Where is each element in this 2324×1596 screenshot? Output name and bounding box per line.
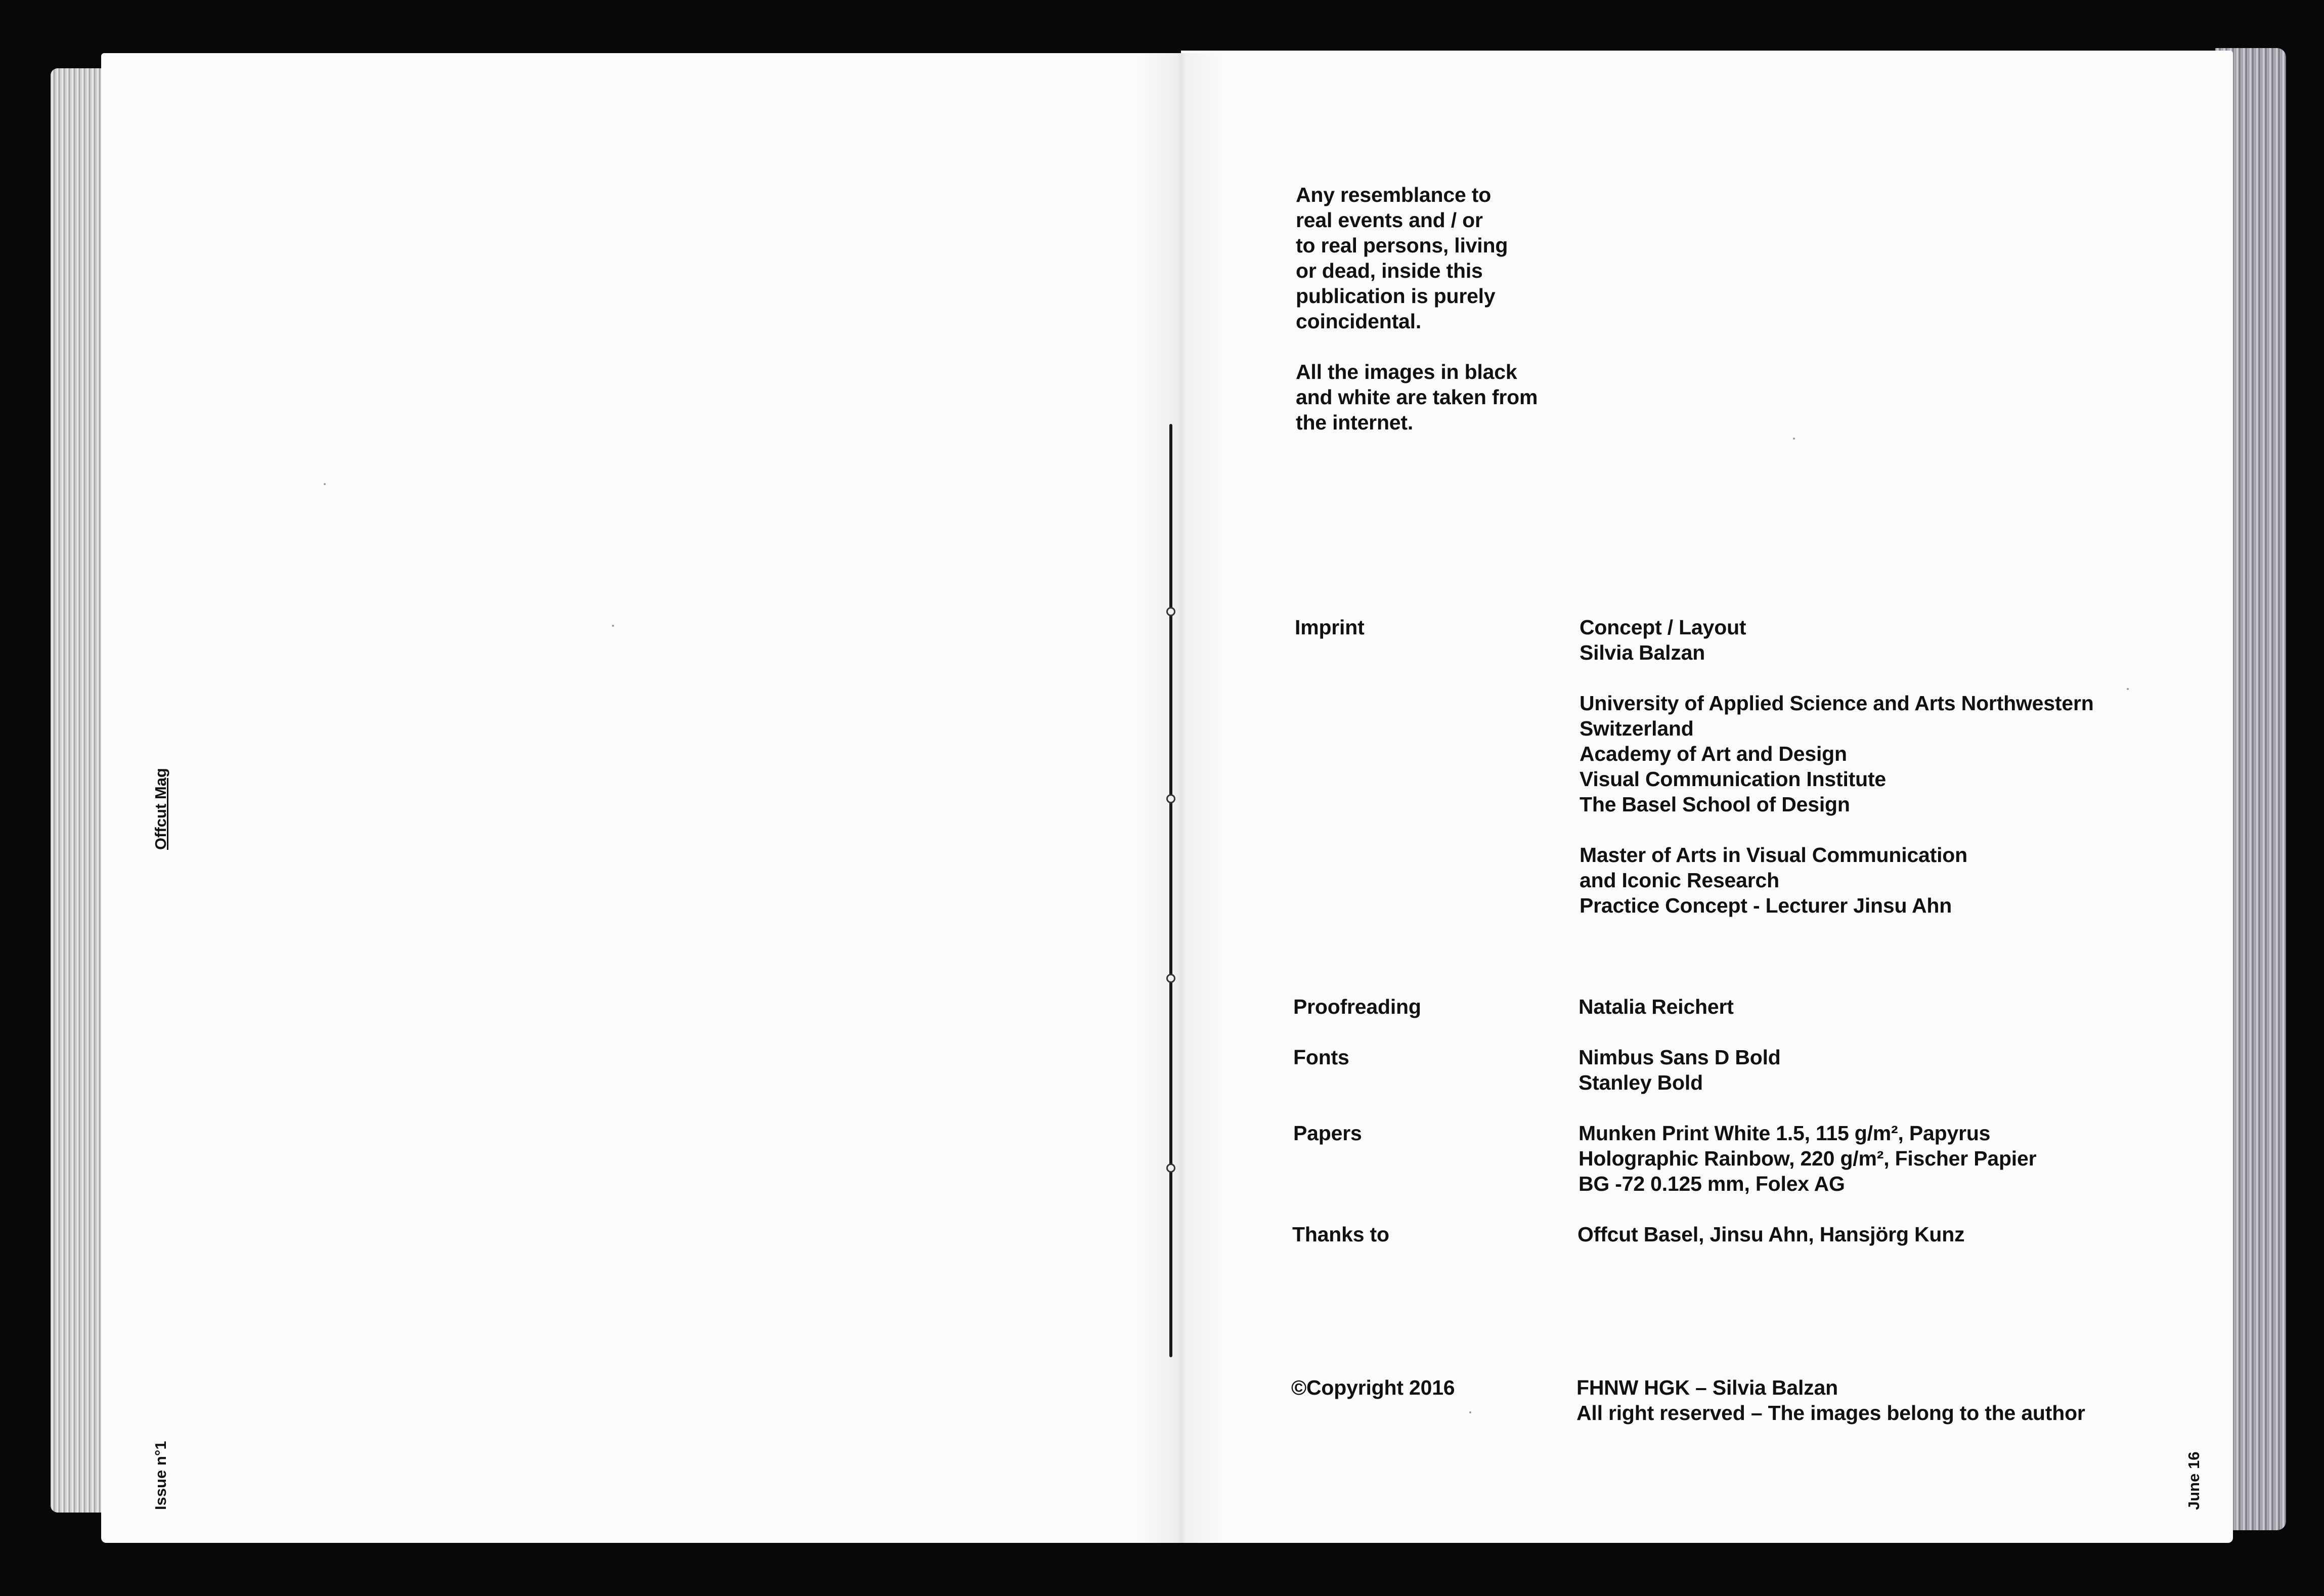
running-title: Offcut Mag	[152, 768, 169, 850]
gutter-shadow	[1138, 53, 1224, 1543]
disclaimer-line: real events and / or	[1296, 208, 1483, 232]
binding-stitch	[1166, 974, 1175, 983]
thanks-line: Offcut Basel, Jinsu Ahn, Hansjörg Kunz	[1577, 1223, 1965, 1246]
paper-line: Munken Print White 1.5, 115 g/m², Papyrus	[1578, 1121, 1991, 1145]
proofreading-label: Proofreading	[1293, 995, 1421, 1018]
institution-line: Visual Communication Institute	[1580, 767, 1887, 791]
paper-line: Holographic Rainbow, 220 g/m², Fischer Papier	[1578, 1147, 2037, 1170]
binding-thread	[1169, 424, 1172, 1357]
thanks-label: Thanks to	[1292, 1223, 1389, 1246]
disclaimer-line: Any resemblance to	[1296, 183, 1492, 206]
disclaimer-text	[1296, 182, 1538, 435]
issue-number: Issue n°1	[152, 1441, 169, 1510]
institution-line: The Basel School of Design	[1580, 793, 1850, 816]
left-page-edges	[51, 68, 106, 1513]
disclaimer-line: publication is purely	[1296, 284, 1496, 308]
disclaimer-line: to real persons, living	[1296, 234, 1508, 257]
paper-line: BG -72 0.125 mm, Folex AG	[1578, 1172, 1845, 1195]
binding-stitch	[1166, 1163, 1175, 1173]
binding-stitch	[1166, 794, 1175, 803]
copyright-value	[1576, 1375, 2085, 1426]
imprint-line: Silvia Balzan	[1580, 641, 1705, 664]
proofreading-line: Natalia Reichert	[1578, 995, 1734, 1018]
issue-date: June 16	[2185, 1451, 2203, 1510]
copyright-line: FHNW HGK – Silvia Balzan	[1576, 1376, 1838, 1399]
program-line: Practice Concept - Lecturer Jinsu Ahn	[1580, 894, 1952, 917]
imprint-line: Concept / Layout	[1580, 616, 1746, 639]
program-line: Master of Arts in Visual Communication	[1580, 843, 1967, 867]
images-note-line: and white are taken from	[1296, 385, 1538, 409]
copyright-line: All right reserved – The images belong to the author	[1576, 1401, 2085, 1425]
copyright-label: ©Copyright 2016	[1291, 1376, 1455, 1399]
dust-speck	[612, 625, 614, 627]
fonts-label: Fonts	[1293, 1046, 1349, 1069]
dust-speck	[324, 483, 326, 485]
fonts-value	[1578, 1045, 1781, 1095]
proofreading-value	[1578, 994, 1734, 1019]
images-note-line: the internet.	[1296, 411, 1414, 434]
font-line: Stanley Bold	[1578, 1071, 1703, 1094]
thanks-value	[1577, 1222, 1964, 1247]
papers-value	[1578, 1120, 2036, 1196]
dust-speck	[1469, 1411, 1471, 1413]
left-page	[101, 53, 1181, 1543]
imprint-details	[1580, 615, 2094, 918]
binding-stitch	[1166, 607, 1175, 616]
institution-line: University of Applied Science and Arts Northwestern	[1580, 692, 2094, 715]
institution-line: Academy of Art and Design	[1580, 742, 1847, 765]
disclaimer-line: or dead, inside this	[1296, 259, 1483, 282]
disclaimer-line: coincidental.	[1296, 310, 1422, 333]
institution-line: Switzerland	[1580, 717, 1694, 740]
font-line: Nimbus Sans D Bold	[1578, 1046, 1781, 1069]
dust-speck	[2127, 688, 2129, 690]
dust-speck	[1793, 438, 1795, 440]
papers-label: Papers	[1293, 1121, 1362, 1145]
imprint-label: Imprint	[1295, 616, 1365, 639]
images-note-line: All the images in black	[1296, 360, 1517, 383]
program-line: and Iconic Research	[1580, 869, 1779, 892]
